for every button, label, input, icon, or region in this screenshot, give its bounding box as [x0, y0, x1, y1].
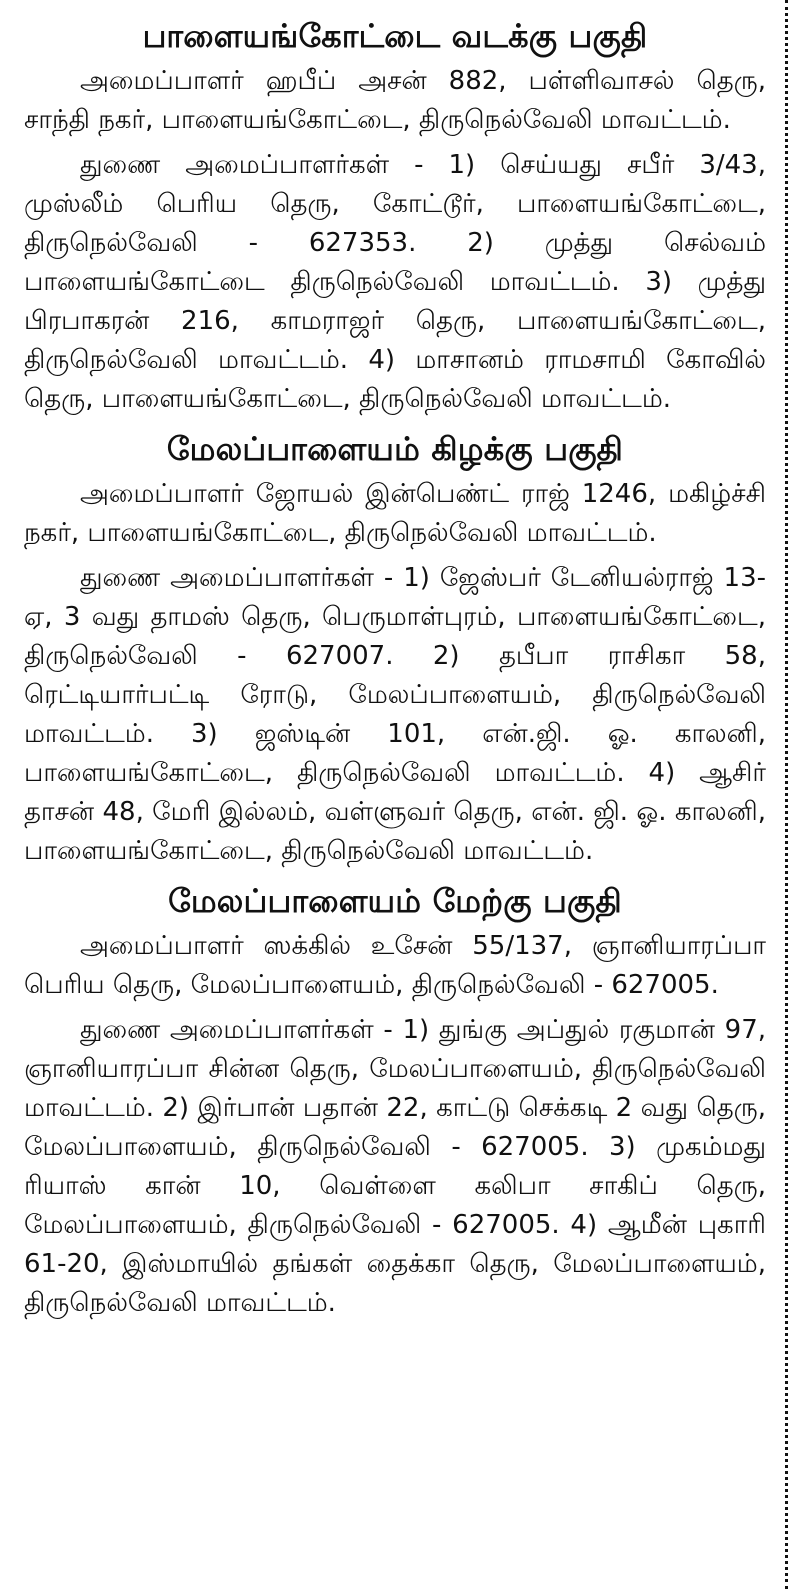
section-melapalayam-west [24, 875, 766, 1323]
section-heading: மேலப்பாளையம் மேற்கு பகுதி [168, 882, 622, 920]
dotted-cut-line [785, 0, 788, 1589]
organizer-paragraph: அமைப்பாளர் ஜோயல் இன்பெண்ட் ராஜ் 1246, மகிழ்ச்சி நகர், பாளையங்கோட்டை, திருநெல்வேலி மாவட்டம். [24, 479, 766, 548]
section-heading: பாளையங்கோட்டை வடக்கு பகுதி [142, 17, 648, 55]
organizer-paragraph: அமைப்பாளர் ஸக்கில் உசேன் 55/137, ஞானியாரப்பா பெரிய தெரு, மேலப்பாளையம், திருநெல்வேலி - 627005. [24, 931, 766, 1000]
section-melapalayam-east [24, 423, 766, 871]
organizer-paragraph: அமைப்பாளர் ஹபீப் அசன் 882, பள்ளிவாசல் தெரு, சாந்தி நகர், பாளையங்கோட்டை, திருநெல்வேலி மாவட்டம். [24, 66, 766, 135]
section-palayamkottai-north [24, 10, 766, 419]
section-heading: மேலப்பாளையம் கிழக்கு பகுதி [166, 430, 624, 468]
deputy-organizers-paragraph: துணை அமைப்பாளர்கள் - 1) துங்கு அப்துல் ரகுமான் 97, ஞானியாரப்பா சின்ன தெரு, மேலப்பாளையம், திருநெல்வேலி மாவட்டம். 2) இர்பான் பதான் 22, காட்டு செக்கடி 2 வது தெரு, மேலப்பாளையம், திருநெல்வேலி - 627005. 3) முகம்மது ரியாஸ் கான் 10, வெள்ளை கலிபா சாகிப் தெரு, மேலப்பாளையம், திருநெல்வேலி - 627005. 4) ஆமீன் புகாரி 61-20, இஸ்மாயில் தங்கள் தைக்கா தெரு, மேலப்பாளையம், திருநெல்வேலி மாவட்டம். [24, 1015, 766, 1318]
deputy-organizers-paragraph: துணை அமைப்பாளர்கள் - 1) ஜேஸ்பர் டேனியல்ராஜ் 13-ஏ, 3 வது தாமஸ் தெரு, பெருமாள்புரம், பாளையங்கோட்டை, திருநெல்வேலி - 627007. 2) தபீபா ராசிகா 58, ரெட்டியார்பட்டி ரோடு, மேலப்பாளையம், திருநெல்வேலி மாவட்டம். 3) ஜஸ்டின் 101, என்.ஜி. ஓ. காலனி, பாளையங்கோட்டை, திருநெல்வேலி மாவட்டம். 4) ஆசிர் தாசன் 48, மேரி இல்லம், வள்ளுவர் தெரு, என். ஜி. ஓ. காலனி, பாளையங்கோட்டை, திருநெல்வேலி மாவட்டம். [24, 563, 766, 866]
deputy-organizers-paragraph: துணை அமைப்பாளர்கள் - 1) செய்யது சபீர் 3/43, முஸ்லீம் பெரிய தெரு, கோட்டூர், பாளையங்கோட்டை, திருநெல்வேலி - 627353. 2) முத்து செல்வம் பாளையங்கோட்டை திருநெல்வேலி மாவட்டம். 3) முத்து பிரபாகரன் 216, காமராஜர் தெரு, பாளையங்கோட்டை, திருநெல்வேலி மாவட்டம். 4) மாசானம் ராமசாமி கோவில் தெரு, பாளையங்கோட்டை, திருநெல்வேலி மாவட்டம். [24, 150, 766, 414]
